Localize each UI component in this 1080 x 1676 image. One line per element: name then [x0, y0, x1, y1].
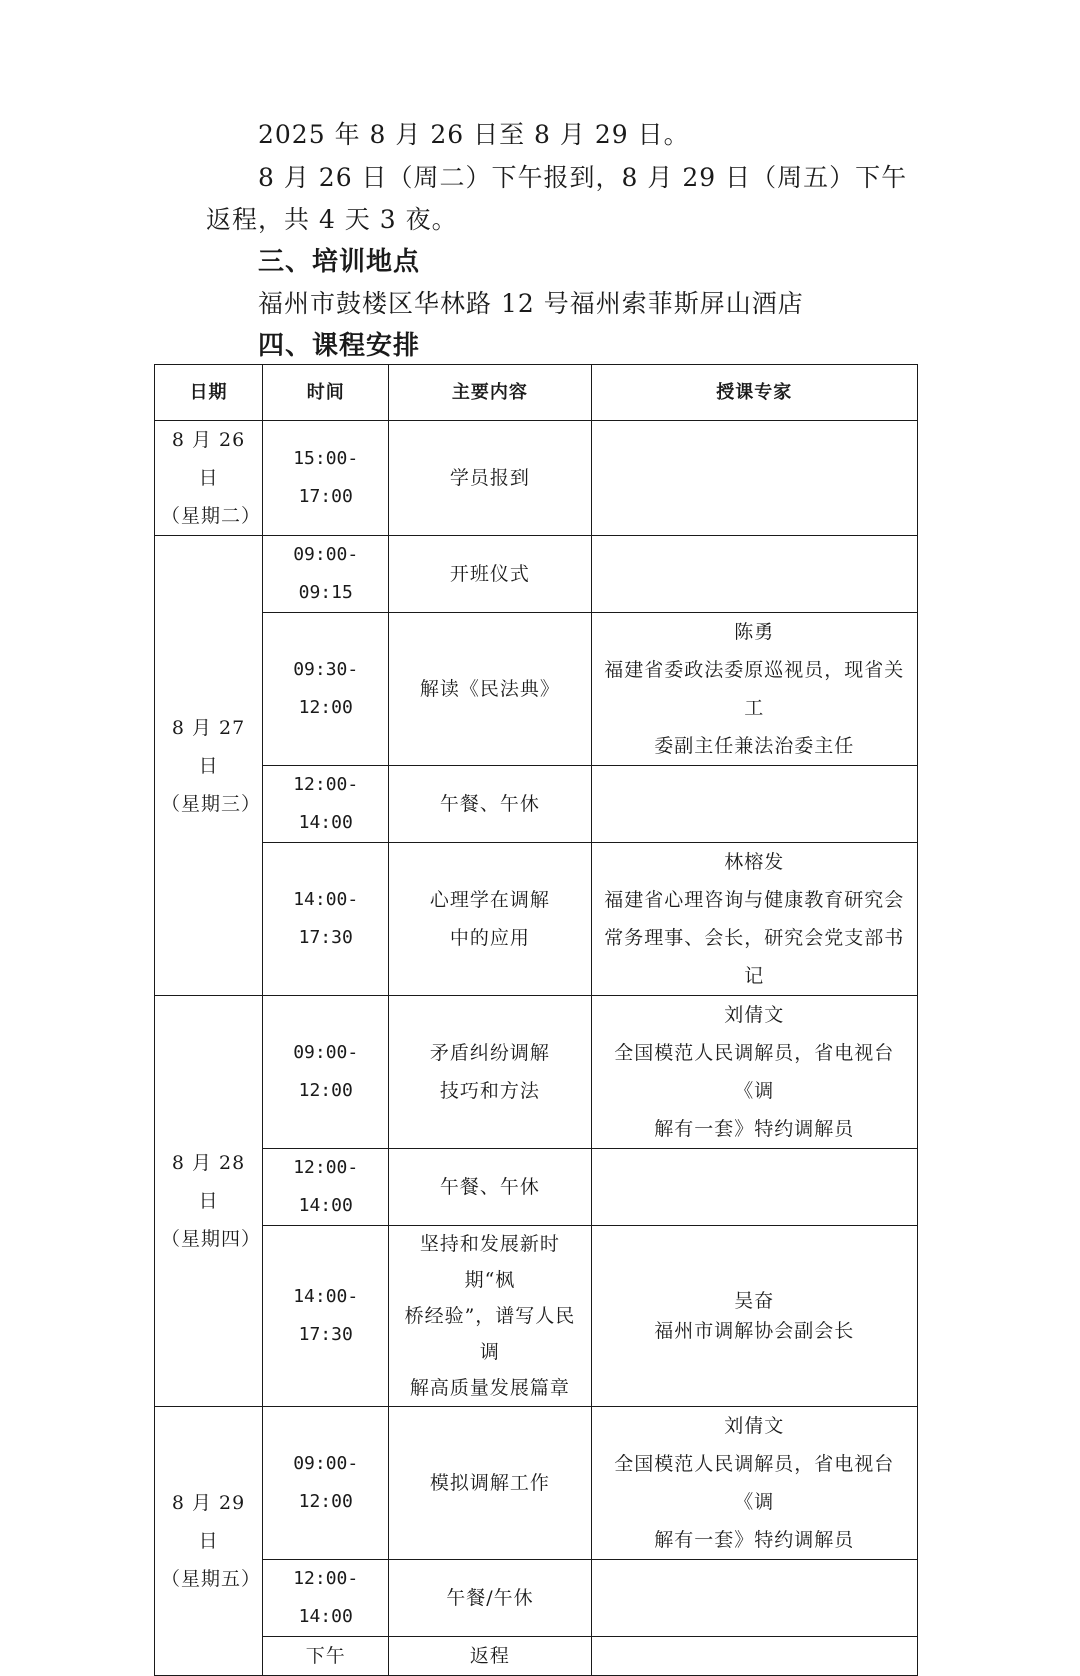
content-cell [389, 1149, 591, 1226]
time-cell: 14:00-17:30 [263, 1226, 389, 1407]
content-cell [389, 1407, 591, 1560]
expert-title: 常务理事、会长，研究会党支部书记 [604, 927, 905, 987]
table-row [155, 536, 918, 613]
expert-title: 福州市调解协会副会长 [654, 1320, 855, 1342]
date-text: 8 月 26 日 [171, 429, 246, 489]
expert-cell [591, 613, 917, 766]
table-row [155, 766, 918, 843]
expert-name: 林榕发 [724, 851, 785, 873]
table-row [155, 843, 918, 996]
table-row [155, 1226, 918, 1407]
expert-title: 解有一套》特约调解员 [654, 1118, 855, 1140]
content-cell [389, 1560, 591, 1637]
expert-title: 全国模范人民调解员，省电视台《调 [614, 1453, 895, 1513]
time-cell: 14:00-17:30 [263, 843, 389, 996]
expert-name: 吴奋 [734, 1290, 775, 1312]
content-text: 解高质量发展篇章 [409, 1377, 570, 1399]
time-cell: 09:00-12:00 [263, 996, 389, 1149]
date-text: 8 月 28 日 [171, 1152, 246, 1212]
expert-title: 解有一套》特约调解员 [654, 1529, 855, 1551]
table-row [155, 1637, 918, 1676]
content-text: 返程 [469, 1645, 510, 1667]
time-cell: 09:00-12:00 [263, 1407, 389, 1560]
expert-cell [591, 843, 917, 996]
content-text: 坚持和发展新时期“枫 [419, 1233, 560, 1291]
course-schedule-table [154, 364, 918, 1676]
date-cell [155, 1407, 263, 1676]
content-text: 技巧和方法 [439, 1080, 540, 1102]
section-3-heading: 三、培训地点 [258, 247, 421, 277]
expert-title: 委副主任兼法治委主任 [654, 735, 855, 757]
date-cell [155, 536, 263, 996]
content-cell [389, 1637, 591, 1676]
weekday-text: （星期四） [161, 1228, 262, 1250]
content-text: 中的应用 [449, 927, 530, 949]
content-text: 桥经验”，谱写人民调 [404, 1305, 576, 1363]
expert-cell [591, 536, 917, 613]
table-row [155, 996, 918, 1149]
header-time: 时间 [263, 365, 389, 421]
content-text: 模拟调解工作 [429, 1472, 550, 1494]
content-text: 开班仪式 [449, 563, 530, 585]
time-cell: 12:00-14:00 [263, 1149, 389, 1226]
content-cell [389, 996, 591, 1149]
table-row [155, 1560, 918, 1637]
expert-title: 全国模范人民调解员，省电视台《调 [614, 1042, 895, 1102]
date-text: 8 月 29 日 [171, 1492, 246, 1552]
content-text: 午餐、午休 [439, 1176, 540, 1198]
content-text: 矛盾纠纷调解 [429, 1042, 550, 1064]
location-line: 福州市鼓楼区华林路 12 号福州索菲斯屏山酒店 [258, 289, 804, 318]
expert-cell [591, 1560, 917, 1637]
content-cell [389, 843, 591, 996]
expert-title: 福建省委政法委原巡视员，现省关工 [604, 659, 905, 719]
expert-name: 刘倩文 [724, 1415, 785, 1437]
schedule-line-continued: 返程，共 4 天 3 夜。 [206, 205, 458, 234]
content-cell [389, 536, 591, 613]
expert-cell [591, 421, 917, 536]
weekday-text: （星期三） [161, 792, 262, 815]
expert-cell [591, 1637, 917, 1676]
content-text: 心理学在调解 [429, 889, 550, 911]
expert-cell [591, 766, 917, 843]
expert-name: 陈勇 [734, 621, 775, 643]
schedule-line: 8 月 26 日（周二）下午报到，8 月 29 日（周五）下午 [258, 163, 908, 192]
time-cell: 12:00-14:00 [263, 1560, 389, 1637]
table-row [155, 613, 918, 766]
time-cell: 15:00-17:00 [263, 421, 389, 536]
table-row [155, 1407, 918, 1560]
content-text: 解读《民法典》 [419, 678, 560, 700]
content-cell [389, 421, 591, 536]
time-cell: 09:00-09:15 [263, 536, 389, 613]
content-text: 午餐、午休 [439, 793, 540, 815]
date-range-line: 2025 年 8 月 26 日至 8 月 29 日。 [258, 120, 690, 149]
header-date: 日期 [155, 365, 263, 421]
header-content: 主要内容 [389, 365, 591, 421]
table-row [155, 421, 918, 536]
header-expert: 授课专家 [591, 365, 917, 421]
date-cell [155, 421, 263, 536]
content-cell [389, 613, 591, 766]
expert-name: 刘倩文 [724, 1004, 785, 1026]
expert-cell [591, 1149, 917, 1226]
expert-title: 福建省心理咨询与健康教育研究会 [604, 889, 905, 911]
content-cell [389, 1226, 591, 1407]
time-cell: 下午 [263, 1637, 389, 1676]
table-header-row [155, 365, 918, 421]
time-cell: 09:30-12:00 [263, 613, 389, 766]
content-text: 午餐/午休 [446, 1587, 534, 1609]
weekday-text: （星期二） [161, 505, 262, 527]
date-text: 8 月 27 日 [171, 716, 246, 777]
weekday-text: （星期五） [161, 1568, 262, 1590]
content-text: 学员报到 [449, 467, 530, 489]
expert-cell [591, 1407, 917, 1560]
section-4-heading: 四、课程安排 [258, 331, 421, 361]
date-cell [155, 996, 263, 1407]
table-row [155, 1149, 918, 1226]
expert-cell [591, 1226, 917, 1407]
expert-cell [591, 996, 917, 1149]
time-cell: 12:00-14:00 [263, 766, 389, 843]
content-cell [389, 766, 591, 843]
